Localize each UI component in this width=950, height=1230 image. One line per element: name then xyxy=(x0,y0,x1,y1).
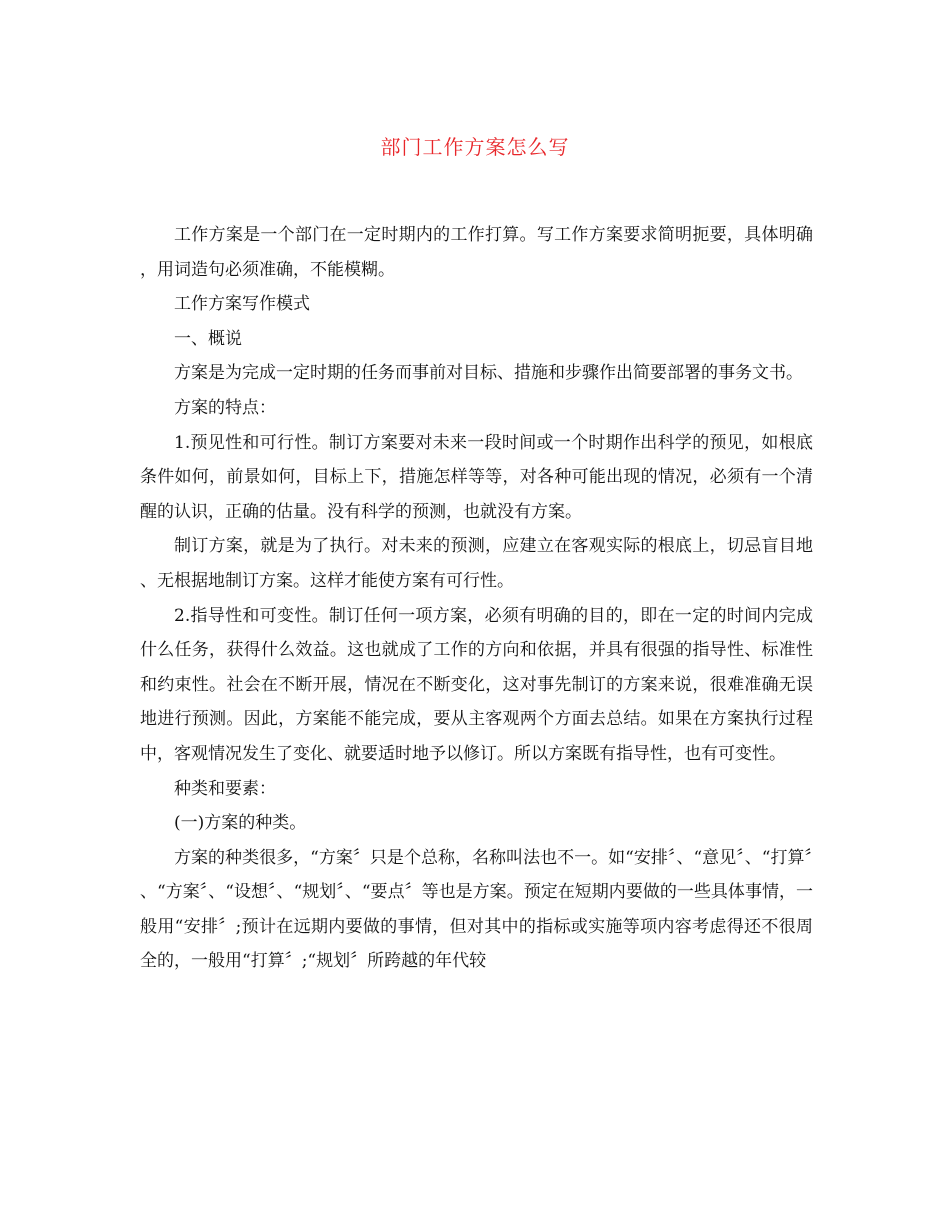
paragraph-types-detail: 方案的种类很多，“方案〞只是个总称，名称叫法也不一。如“安排〞、“意见〞、“打算〞、“方案〞、“设想〞、“规划〞、“要点〞等也是方案。预定在短期内要做的一些具体事情，一般用“安排〞;预计在远期内要做的事情，但对其中的指标或实施等项内容考虑得还不很周全的，一般用“打算〞;“规划〞所跨越的年代较 xyxy=(140,847,813,972)
paragraph-heading-writing-mode: 工作方案写作模式 xyxy=(174,294,310,315)
paragraph-heading-features: 方案的特点： xyxy=(174,397,276,418)
paragraph-feature-1-cont: 制订方案，就是为了执行。对未来的预测，应建立在客观实际的根底上，切忌盲目地、无根据地制订方案。这样才能使方案有可行性。 xyxy=(140,536,813,591)
paragraph-heading-overview: 一、概说 xyxy=(174,328,242,349)
paragraph-definition: 方案是为完成一定时期的任务而事前对目标、措施和步骤作出简要部署的事务文书。 xyxy=(174,363,803,384)
document-title: 部门工作方案怎么写 xyxy=(380,135,570,159)
paragraph-heading-types-sub: (一)方案的种类。 xyxy=(174,813,307,834)
paragraph-feature-2: 2.指导性和可变性。制订任何一项方案，必须有明确的目的，即在一定的时间内完成什么任务，获得什么效益。这也就成了工作的方向和依据，并具有很强的指导性、标准性和约束性。社会在不断开展，情况在不断变化，这对事先制订的方案来说，很难准确无误地进行预测。因此，方案能不能完成，要从主客观两个方面去总结。如果在方案执行过程中，客观情况发生了变化、就要适时地予以修订。所以方案既有指导性，也有可变性。 xyxy=(140,605,813,764)
paragraph-heading-types: 种类和要素： xyxy=(174,778,276,799)
paragraph-feature-1: 1.预见性和可行性。制订方案要对未来一段时间或一个时期作出科学的预见，如根底条件如何，前景如何，目标上下，措施怎样等等，对各种可能出现的情况，必须有一个清醒的认识，正确的估量。没有科学的预测，也就没有方案。 xyxy=(140,432,813,522)
paragraph-intro: 工作方案是一个部门在一定时期内的工作打算。写工作方案要求简明扼要，具体明确，用词造句必须准确，不能模糊。 xyxy=(140,225,813,280)
document-body xyxy=(140,218,813,979)
